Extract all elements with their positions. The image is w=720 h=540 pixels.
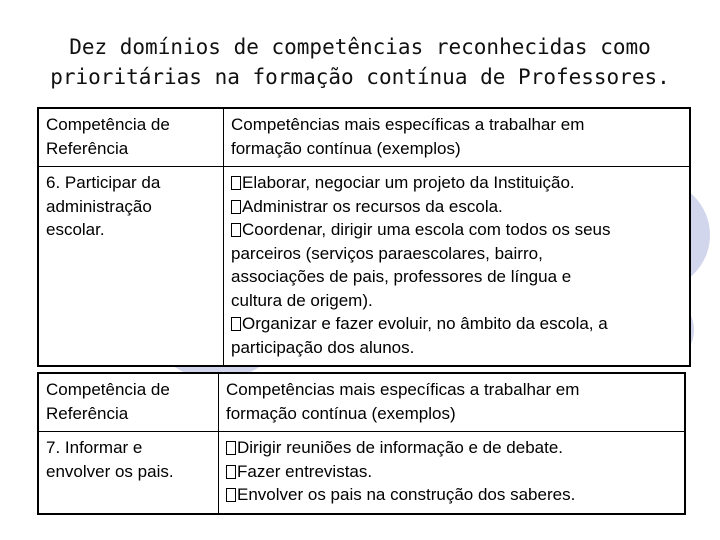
list-item-text: Fazer entrevistas.: [237, 461, 373, 481]
header-reference-cell: [38, 108, 224, 167]
header-specific-cell: [224, 108, 691, 167]
reference-line: escolar.: [46, 220, 105, 239]
title-line-1: Dez domínios de competências reconhecidas como: [69, 35, 651, 59]
list-item: [231, 195, 683, 219]
list-item-text: Envolver os pais na construção dos saberes.: [237, 485, 576, 504]
list-item-text: cultura de origem).: [231, 290, 373, 310]
header-specific-cell: [219, 373, 686, 432]
list-item: [231, 312, 683, 359]
list-item-text: parceiros (serviços paraescolares, bairro,: [231, 243, 543, 263]
header-line: formação contínua (exemplos): [231, 138, 461, 158]
bullet-square-icon: [231, 223, 241, 237]
list-item: [231, 218, 683, 312]
bullet-square-icon: [231, 200, 241, 214]
list-item: [226, 460, 678, 484]
bullet-square-icon: [231, 176, 241, 190]
specific-competencies-cell: [224, 167, 691, 367]
list-item-text: Dirigir reuniões de informação e de debate.: [237, 438, 564, 457]
bullet-square-icon: [231, 317, 241, 331]
reference-line: administração: [46, 196, 152, 216]
list-item-text: Administrar os recursos da escola.: [242, 196, 503, 216]
header-line: Referência: [46, 403, 129, 423]
header-line: formação contínua (exemplos): [226, 403, 456, 423]
list-item-text: associações de pais, professores de língua e: [231, 267, 572, 286]
list-item-text: Organizar e fazer evoluir, no âmbito da escola, a: [242, 314, 608, 333]
table-row: [38, 432, 685, 514]
header-line: Referência: [46, 138, 129, 158]
header-line: Competências mais específicas a trabalhar em: [231, 115, 585, 134]
header-line: Competência de: [46, 380, 170, 399]
reference-line: 7. Informar e: [46, 438, 143, 457]
list-item-text: participação dos alunos.: [231, 337, 415, 357]
reference-line: 6. Participar da: [46, 173, 161, 192]
table-header-row: [38, 373, 685, 432]
list-item: [226, 436, 678, 460]
reference-cell: [38, 167, 224, 367]
list-item: [231, 171, 683, 195]
bullet-square-icon: [226, 465, 236, 479]
competency-table-6: [37, 107, 691, 367]
bullet-square-icon: [226, 488, 236, 502]
specific-competencies-cell: [219, 432, 686, 514]
reference-cell: [38, 432, 219, 514]
page-title: [30, 32, 690, 92]
competency-table-7: [37, 372, 686, 515]
table-header-row: [38, 108, 690, 167]
header-line: Competências mais específicas a trabalhar em: [226, 380, 580, 399]
header-line: Competência de: [46, 115, 170, 134]
list-item-text: Coordenar, dirigir uma escola com todos os seus: [242, 220, 611, 239]
table-row: [38, 167, 690, 367]
list-item: [226, 483, 678, 507]
list-item-text: Elaborar, negociar um projeto da Instituição.: [242, 173, 575, 192]
bullet-square-icon: [226, 441, 236, 455]
reference-line: envolver os pais.: [46, 461, 174, 481]
title-line-2: prioritárias na formação contínua de Professores.: [50, 65, 670, 89]
header-reference-cell: [38, 373, 219, 432]
